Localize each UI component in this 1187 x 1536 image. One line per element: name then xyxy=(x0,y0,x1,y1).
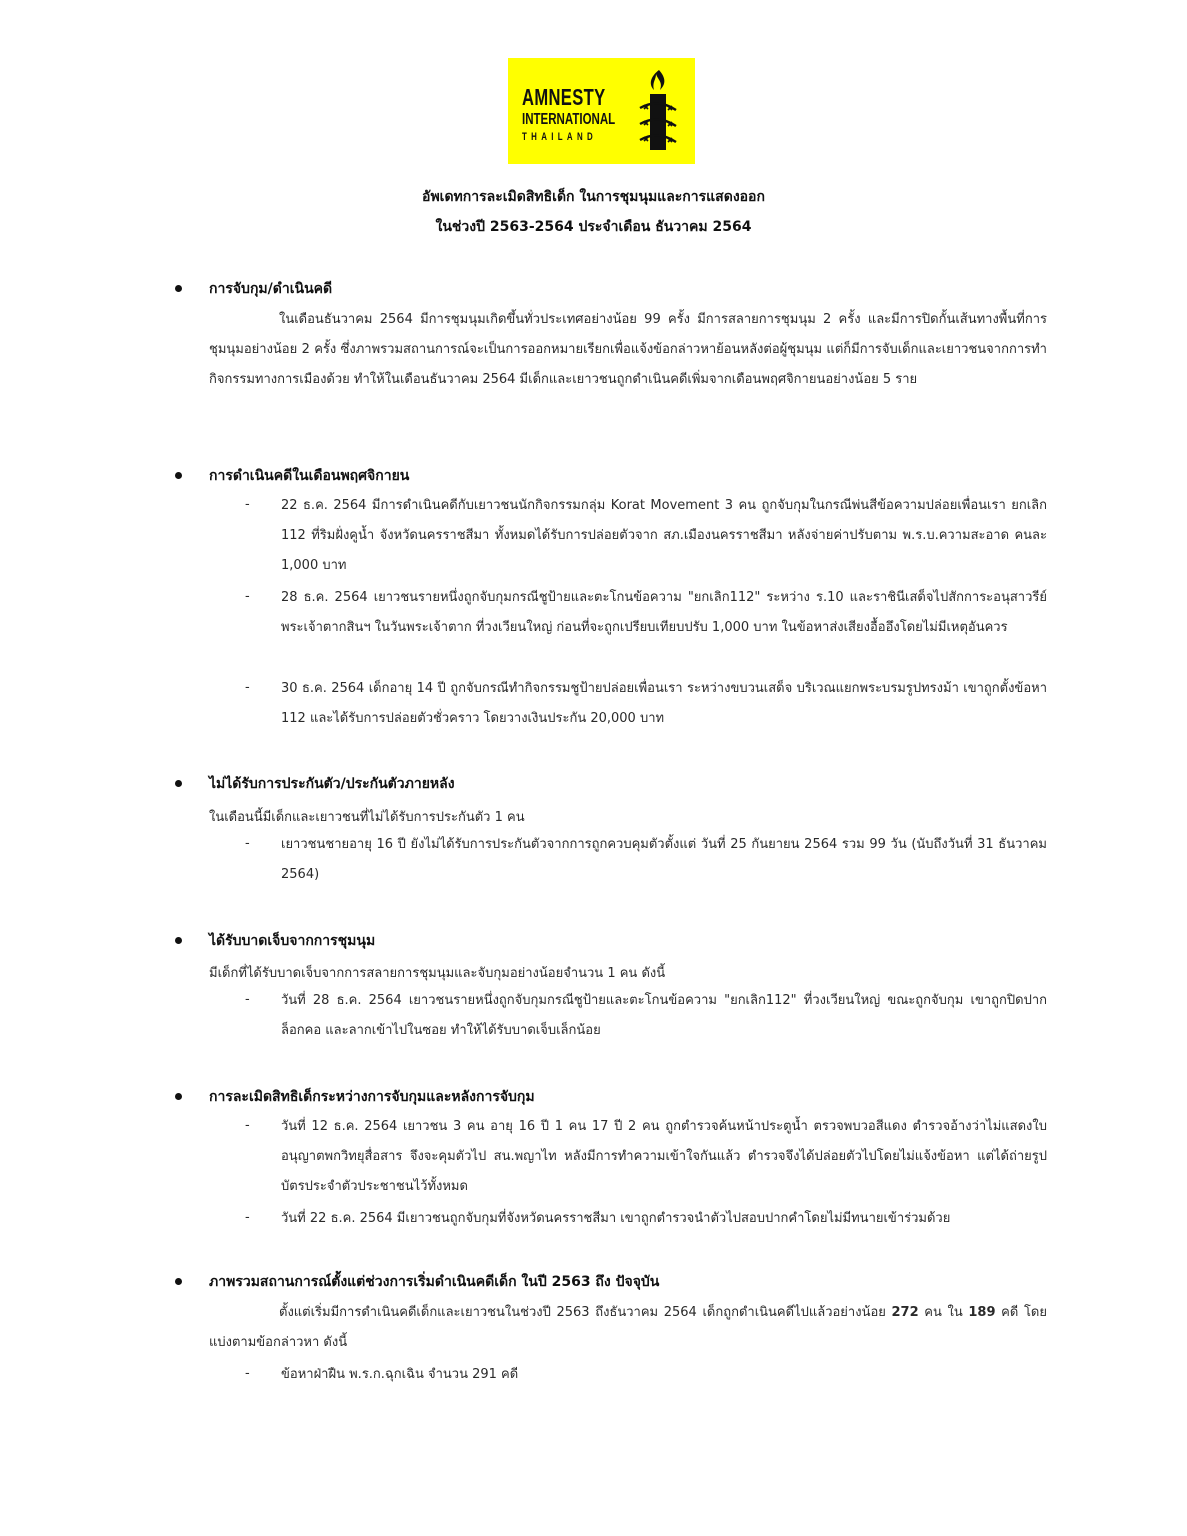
bullet-icon xyxy=(175,1093,182,1100)
bullet-icon xyxy=(175,937,182,944)
overview-text-part-3: คดี โดยแบ่งตามข้อกล่าวหา ดังนี้ xyxy=(209,1305,1047,1350)
bullet-icon xyxy=(175,285,182,292)
dash-bullet: - xyxy=(245,680,250,695)
section-intro-bail: ในเดือนนี้มีเด็กและเยาวชนที่ไม่ได้รับการประกันตัว 1 คน xyxy=(209,810,525,825)
dash-bullet: - xyxy=(245,1118,250,1133)
logo-line-3: THAILAND xyxy=(522,131,598,143)
amnesty-logo xyxy=(508,58,695,164)
dash-bullet: - xyxy=(245,992,250,1007)
section-heading-prosecutions: การดำเนินคดีในเดือนพฤศจิกายน xyxy=(209,468,410,484)
overview-text-part-2: คน ใน xyxy=(918,1305,969,1320)
children-count: 272 xyxy=(891,1305,919,1320)
list-item: วันที่ 22 ธ.ค. 2564 มีเยาวชนถูกจับกุมที่จังหวัดนครราชสีมา เขาถูกตำรวจนำตัวไปสอบปากคำโดยไม่มีทนายเข้าร่วมด้วย xyxy=(281,1211,951,1226)
section-paragraph-overview xyxy=(209,1298,1047,1358)
bullet-icon xyxy=(175,472,182,479)
logo-wordmark xyxy=(522,86,615,143)
list-item: 30 ธ.ค. 2564 เด็กอายุ 14 ปี ถูกจับกรณีทำกิจกรรมชูป้ายปล่อยเพื่อนเรา ระหว่างขบวนเสด็จ บริเวณแยกพระบรมรูปทรงม้า เขาถูกตั้งข้อหา 112 และได้รับการปล่อยตัวชั่วคราว โดยวางเงินประกัน 20,000 บาท xyxy=(281,681,1047,726)
dash-bullet: - xyxy=(245,589,250,604)
list-item: 28 ธ.ค. 2564 เยาวชนรายหนึ่งถูกจับกุมกรณีชูป้ายและตะโกนข้อความ "ยกเลิก112" ระหว่าง ร.10 และราชินีเสด็จไปสักการะอนุสาวรีย์ พระเจ้าตากสินฯ ในวันพระเจ้าตาก ที่วงเวียนใหญ่ ก่อนที่จะถูกเปรียบเทียบปรับ 1,000 บาท ในข้อหาส่งเสียงอื้ออึงโดยไม่มีเหตุอันควร xyxy=(281,590,1047,635)
list-item: ข้อหาฝ่าฝืน พ.ร.ก.ฉุกเฉิน จำนวน 291 คดี xyxy=(281,1367,519,1382)
overview-text-part-1: ตั้งแต่เริ่มมีการดำเนินคดีเด็กและเยาวชนในช่วงปี 2563 ถึงธันวาคม 2564 เด็กถูกดำเนินคดีไปแล้วอย่างน้อย xyxy=(279,1305,892,1320)
logo-line-1: AMNESTY xyxy=(522,84,606,110)
section-heading-bail: ไม่ได้รับการประกันตัว/ประกันตัวภายหลัง xyxy=(209,776,455,792)
document-title-line-1: อัพเดทการละเมิดสิทธิเด็ก ในการชุมนุมและการแสดงออก xyxy=(422,189,765,205)
document-title-line-2: ในช่วงปี 2563-2564 ประจำเดือน ธันวาคม 2564 xyxy=(435,219,752,235)
dash-bullet: - xyxy=(245,836,250,851)
bullet-icon xyxy=(175,780,182,787)
section-intro-injuries: มีเด็กที่ได้รับบาดเจ็บจากการสลายการชุมนุมและจับกุมอย่างน้อยจำนวน 1 คน ดังนี้ xyxy=(209,966,666,981)
dash-bullet: - xyxy=(245,1366,250,1381)
logo-line-2: INTERNATIONAL xyxy=(522,111,616,128)
section-heading-violations: การละเมิดสิทธิเด็กระหว่างการจับกุมและหลังการจับกุม xyxy=(209,1089,535,1105)
dash-bullet: - xyxy=(245,1210,250,1225)
section-heading-overview: ภาพรวมสถานการณ์ตั้งแต่ช่วงการเริ่มดำเนินคดีเด็ก ในปี 2563 ถึง ปัจจุบัน xyxy=(209,1274,660,1290)
list-item: วันที่ 28 ธ.ค. 2564 เยาวชนรายหนึ่งถูกจับกุมกรณีชูป้ายและตะโกนข้อความ "ยกเลิก112" ที่วงเวียนใหญ่ ขณะถูกจับกุม เขาถูกปิดปาก ล็อกคอ และลากเข้าไปในซอย ทำให้ได้รับบาดเจ็บเล็กน้อย xyxy=(281,993,1047,1038)
dash-bullet: - xyxy=(245,497,250,512)
list-item: วันที่ 12 ธ.ค. 2564 เยาวชน 3 คน อายุ 16 ปี 1 คน 17 ปี 2 คน ถูกตำรวจค้นหน้าประตูน้ำ ตรวจพบวอสีแดง ตำรวจอ้างว่าไม่แสดงใบอนุญาตพกวิทยุสื่อสาร จึงจะคุมตัวไป สน.พญาไท หลังมีการทำความเข้าใจกันแล้ว ตำรวจจึงได้ปล่อยตัวไปโดยไม่แจ้งข้อหา แต่ได้ถ่ายรูปบัตรประจำตัวประชาชนไว้ทั้งหมด xyxy=(281,1119,1047,1194)
section-paragraph-arrests: ในเดือนธันวาคม 2564 มีการชุมนุมเกิดขึ้นทั่วประเทศอย่างน้อย 99 ครั้ง มีการสลายการชุมนุม 2 ครั้ง และมีการปิดกั้นเส้นทางพื้นที่การชุมนุมอย่างน้อย 2 ครั้ง ซึ่งภาพรวมสถานการณ์จะเป็นการออกหมายเรียกเพื่อแจ้งข้อกล่าวหาย้อนหลังต่อผู้ชุมนุม แต่ก็มีการจับเด็กและเยาวชนจากการทำกิจกรรมทางการเมืองด้วย ทำให้ในเดือนธันวาคม 2564 มีเด็กและเยาวชนถูกดำเนินคดีเพิ่มจากเดือนพฤศจิกายนอย่างน้อย 5 ราย xyxy=(209,312,1047,387)
section-heading-arrests: การจับกุม/ดำเนินคดี xyxy=(209,281,333,297)
list-item: 22 ธ.ค. 2564 มีการดำเนินคดีกับเยาวชนนักกิจกรรมกลุ่ม Korat Movement 3 คน ถูกจับกุมในกรณีพ่นสีข้อความปล่อยเพื่อนเรา ยกเลิก 112 ที่ริมฝั่งคูน้ำ จังหวัดนครราชสีมา ทั้งหมดได้รับการปล่อยตัวจาก สภ.เมืองนครราชสีมา หลังจ่ายค่าปรับตาม พ.ร.บ.ความสะอาด คนละ 1,000 บาท xyxy=(281,498,1047,573)
candle-barbed-wire-icon xyxy=(636,68,680,156)
bullet-icon xyxy=(175,1278,182,1285)
case-count: 189 xyxy=(968,1305,996,1320)
list-item: เยาวชนชายอายุ 16 ปี ยังไม่ได้รับการประกันตัวจากการถูกควบคุมตัวตั้งแต่ วันที่ 25 กันยายน 2564 รวม 99 วัน (นับถึงวันที่ 31 ธันวาคม 2564) xyxy=(281,837,1047,882)
section-heading-injuries: ได้รับบาดเจ็บจากการชุมนุม xyxy=(209,933,376,949)
